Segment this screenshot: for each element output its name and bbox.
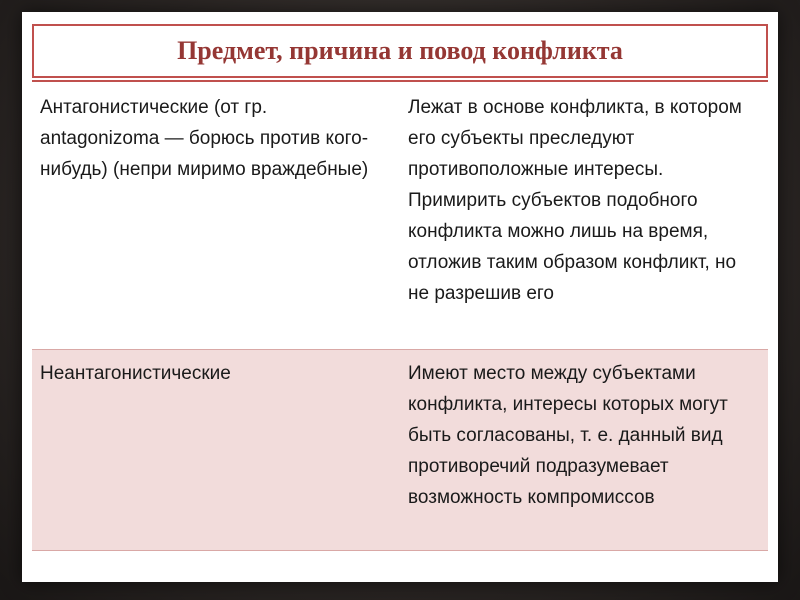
slide	[22, 12, 778, 582]
content-table	[32, 84, 768, 551]
title-divider	[32, 80, 768, 82]
table-cell-description: Лежат в основе конфликта, в котором его субъекты преследуют противоположные интересы. Примирить субъектов подобного конфликта можно лишь на время, отложив таким образом конфликт, но не разрешив его	[408, 97, 742, 304]
table-cell-type: Антагонистические (от гр. antagonizoma — борюсь против кого-нибудь) (непри миримо враждебные)	[40, 97, 369, 180]
table-cell-type: Неантагонистические	[40, 363, 231, 384]
table-cell-description: Имеют место между субъектами конфликта, интересы которых могут быть согласованы, т. е. данный вид противоречий подразумевает возможность компромиссов	[408, 363, 728, 508]
title-box	[32, 24, 768, 78]
table-row	[32, 84, 768, 350]
table-row	[32, 350, 768, 551]
page-title: Предмет, причина и повод конфликта	[177, 36, 623, 65]
